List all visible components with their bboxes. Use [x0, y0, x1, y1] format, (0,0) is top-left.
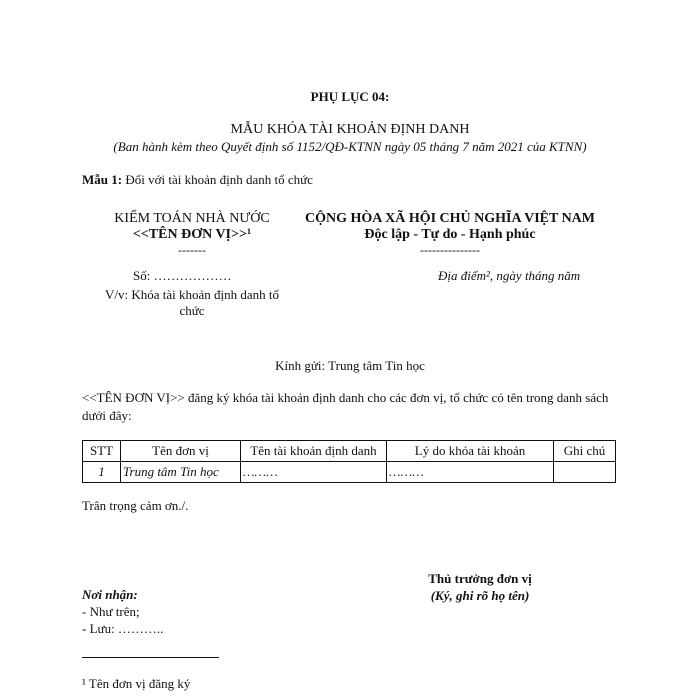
- footnote-divider: [82, 657, 219, 658]
- signature-title: Thủ trưởng đơn vị: [428, 571, 532, 586]
- cell-stt: 1: [83, 462, 121, 483]
- issued-note: (Ban hành kèm theo Quyết định số 1152/QĐ-KTNN ngày 05 tháng 7 năm 2021 của KTNN): [113, 139, 587, 154]
- signature-block: [400, 570, 560, 604]
- signature-note: (Ký, ghi rõ họ tên): [430, 588, 530, 603]
- nation-dashes: ---------------: [420, 243, 480, 257]
- col-header-note: Ghi chú: [554, 441, 616, 462]
- subject-line-2: chức: [179, 303, 205, 318]
- cell-account-name: ………: [241, 462, 387, 483]
- form-title: MẪU KHÓA TÀI KHOẢN ĐỊNH DANH: [230, 122, 470, 137]
- col-header-unit-name: Tên đơn vị: [121, 441, 241, 462]
- table-row: [83, 462, 616, 483]
- nation-motto: Độc lập - Tự do - Hạnh phúc: [364, 227, 536, 242]
- recipients-label: Nơi nhận:: [82, 587, 138, 602]
- closing-thanks: Trân trọng cảm ơn./.: [82, 498, 189, 513]
- appendix-title: PHỤ LỤC 04:: [310, 89, 390, 104]
- document-number: Số: ………………: [133, 268, 232, 283]
- nation-block: [300, 211, 600, 257]
- org-name: KIỂM TOÁN NHÀ NƯỚC: [114, 211, 270, 226]
- form-label: Mẫu 1:: [82, 172, 123, 187]
- intro-paragraph: <<TÊN ĐƠN VỊ>> đăng ký khóa tài khoản định danh cho các đơn vị, tổ chức có tên trong danh sách dưới đây:: [82, 390, 609, 423]
- subject-line-1: V/v: Khóa tài khoản định danh tổ: [104, 287, 280, 302]
- col-header-stt: STT: [83, 441, 121, 462]
- table-header-row: [83, 441, 616, 462]
- col-header-account-name: Tên tài khoản định danh: [241, 441, 387, 462]
- cell-lock-reason: ………: [387, 462, 554, 483]
- document-subject: [92, 287, 292, 319]
- org-block: [82, 211, 302, 257]
- place-date: Địa điểm², ngày tháng năm: [438, 268, 581, 283]
- cell-unit-name: Trung tâm Tin học: [121, 462, 241, 483]
- recipients-item-1: - Như trên;: [82, 604, 140, 619]
- account-table: [82, 440, 616, 483]
- nation-name: CỘNG HÒA XÃ HỘI CHỦ NGHĨA VIỆT NAM: [304, 211, 595, 226]
- recipient-line: Kính gửi: Trung tâm Tin học: [275, 358, 425, 373]
- form-subtitle-text: Đối với tài khoản định danh tổ chức: [125, 172, 313, 187]
- recipients-block: [82, 586, 163, 637]
- col-header-lock-reason: Lý do khóa tài khoản: [387, 441, 554, 462]
- recipients-item-2: - Lưu: ………..: [82, 621, 164, 636]
- footnote: ¹ Tên đơn vị đăng ký: [82, 676, 191, 691]
- org-unit-placeholder: <<TÊN ĐƠN VỊ>>¹: [132, 227, 252, 242]
- org-dashes: -------: [178, 243, 206, 257]
- form-subtitle: [82, 172, 313, 188]
- cell-note: [554, 462, 616, 483]
